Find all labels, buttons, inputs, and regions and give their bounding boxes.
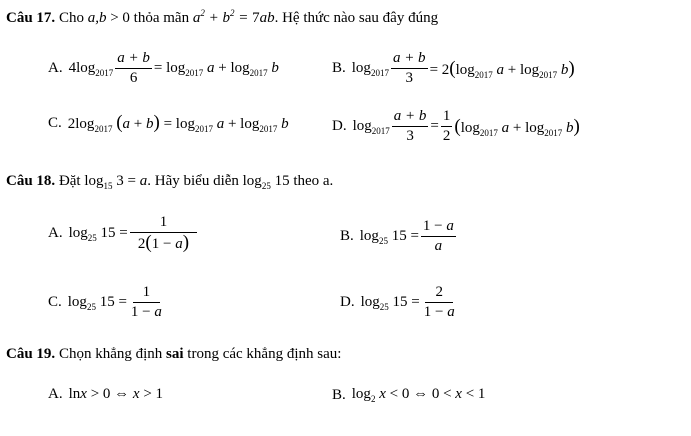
question-18-option-c[interactable]: C. $\log_{25} 15$ = $\frac{1}{1 - a}$ [48,284,162,320]
question-19: Câu 19. Chọn khẳng định sai trong các khẳng định sau: [6,346,342,362]
question-18: Câu 18. Đặt $\log_{15} 3 = a$. Hãy biểu diễn $\log_{25} 15$ theo a. [6,173,334,191]
question-19-option-b[interactable]: B. $\log_2 x < 0$ ⇔ 0 < x < 1 [332,386,486,404]
question-18-given: $\log_{15} 3 = a$ [84,173,148,191]
question-17-option-b[interactable]: B. $\log_{2017}$ $\frac{a + b}{3}$ = $2(\log_{2017}$ $a + \log_{2017} b$) [332,50,575,86]
question-18-option-b[interactable]: B. $\log_{25} 15$ = $\frac{1 - a}{a}$ [340,218,454,254]
question-18-label: Câu 18. [6,173,56,189]
question-17-option-d[interactable]: D. $\log_{2017}$ $\frac{a + b}{3}$ = $\frac{1}{2}$ ($\log_{2017}$ $a + \log_{2017} b$) [332,108,580,144]
question-17-label: Câu 17. [6,10,56,26]
question-17-option-a[interactable]: A. $4\log_{2017}$ $\frac{a + b}{6}$ = $\log_{2017} a + \log_{2017} b$ [48,50,279,86]
question-17-equation: $a^2 + b^2 = 7ab$ [192,8,275,26]
question-18-option-a[interactable]: A. $\log_{25} 15$ = $\frac{1}{2(1 - a)}$ [48,214,199,253]
question-19-option-a[interactable]: A. lnx > 0 ⇔ x > 1 [48,386,164,402]
question-19-bold-word: sai [166,346,184,362]
question-18-option-d[interactable]: D. $\log_{25} 15$ = $\frac{2}{1 - a}$ [340,284,455,320]
question-17-option-c[interactable]: C. $2\log_{2017}$ $(a + b) = \log_{2017} a + \log_{2017} b$ [48,112,289,134]
question-17-condition: a,b > 0 [87,10,130,26]
question-19-label: Câu 19. [6,346,56,362]
question-17: Câu 17. Cho a,b > 0 thỏa mãn $a^2 + b^2 = 7ab$. Hệ thức nào sau đây đúng [6,8,439,26]
question-18-target: $\log_{25} 15$ [242,173,290,191]
